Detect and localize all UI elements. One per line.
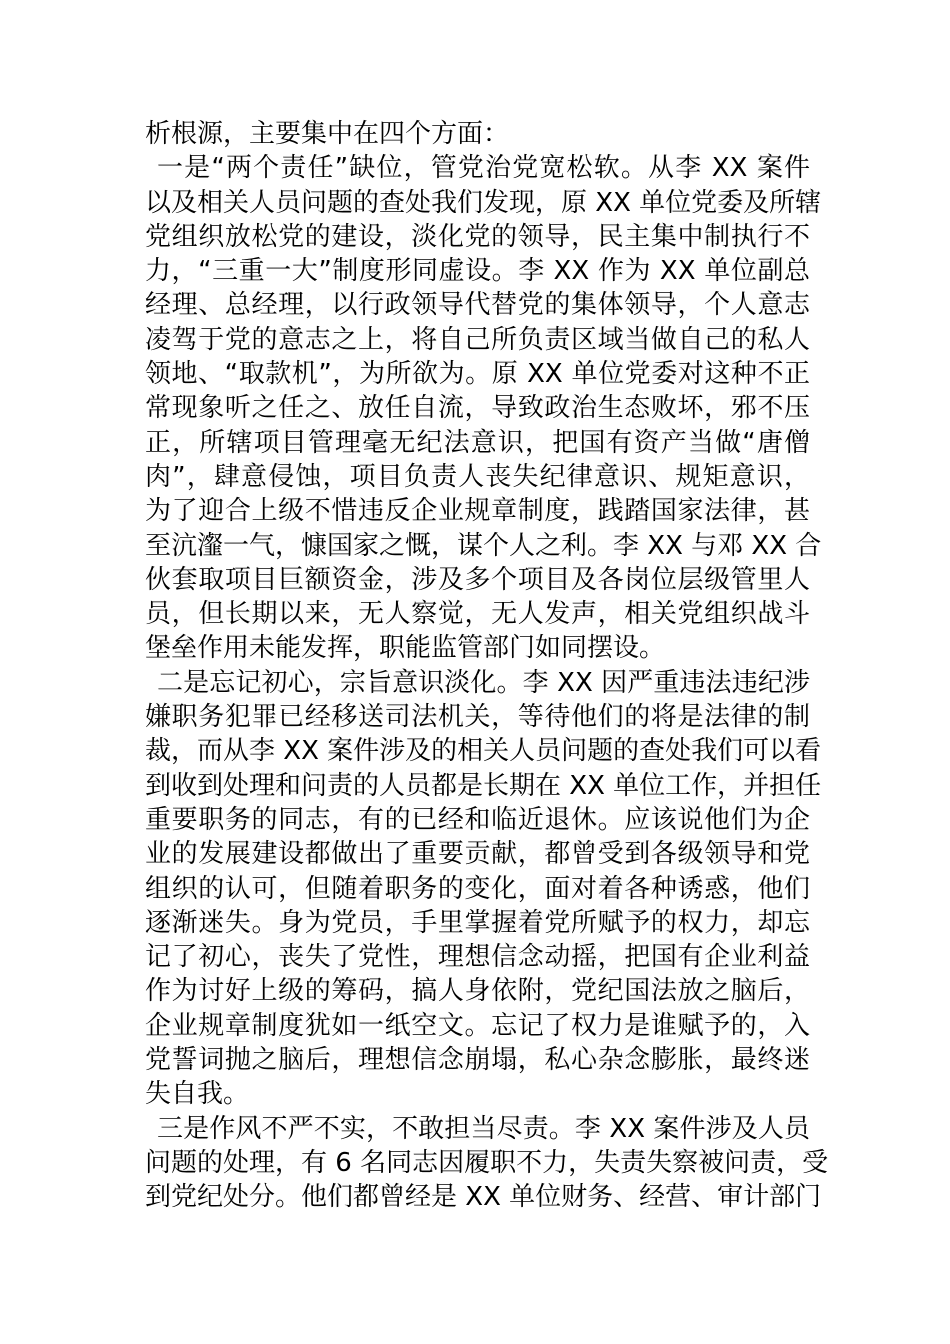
text-line: 裁，而从李 XX 案件涉及的相关人员问题的查处我们可以看 [145, 736, 822, 767]
text-line: 重要职务的同志，有的已经和临近退休。应该说他们为企 [145, 804, 810, 835]
paragraph-3-start: 三是作风不严不实，不敢担当尽责。李 XX 案件涉及人员 [157, 1113, 810, 1144]
text-line: 党组织放松党的建设，淡化党的领导，民主集中制执行不 [145, 221, 810, 252]
text-line: 凌驾于党的意志之上，将自己所负责区域当做自己的私人 [145, 324, 810, 355]
text-line: 作为讨好上级的筹码，搞人身依附，党纪国法放之脑后， [145, 976, 810, 1007]
text-line: 肉”，肆意侵蚀，项目负责人丧失纪律意识、规矩意识， [145, 461, 810, 492]
text-line: 企业规章制度犹如一纸空文。忘记了权力是谁赋予的，入 [145, 1010, 810, 1041]
text-line: 领地、“取款机”，为所欲为。原 XX 单位党委对这种不正 [145, 359, 810, 390]
text-line: 业的发展建设都做出了重要贡献，都曾受到各级领导和党 [145, 839, 810, 870]
text-line: 失自我。 [145, 1079, 250, 1110]
text-line: 到党纪处分。他们都曾经是 XX 单位财务、经营、审计部门 [145, 1182, 822, 1213]
text-line: 问题的处理，有 6 名同志因履职不力，失责失察被问责，受 [145, 1147, 829, 1178]
text-line: 伙套取项目巨额资金，涉及多个项目及各岗位层级管里人 [145, 564, 810, 595]
text-line: 逐渐迷失。身为党员，手里掌握着党所赋予的权力，却忘 [145, 907, 810, 938]
paragraph-1-start: 一是“两个责任”缺位，管党治党宽松软。从李 XX 案件 [157, 153, 810, 184]
text-line: 至沆瀣一气，慷国家之慨，谋个人之利。李 XX 与邓 XX 合 [145, 530, 822, 561]
text-line: 正，所辖项目管理毫无纪法意识，把国有资产当做“唐僧 [145, 427, 810, 458]
text-line: 经理、总经理，以行政领导代替党的集体领导，个人意志 [145, 290, 810, 321]
body-text [145, 117, 829, 1215]
text-line: 力，“三重一大”制度形同虚设。李 XX 作为 XX 单位副总 [145, 256, 810, 287]
text-line: 常现象听之任之、放任自流，导致政治生态败坏，邪不压 [145, 393, 810, 424]
text-line: 员，但长期以来，无人察觉，无人发声，相关党组织战斗 [145, 599, 810, 630]
text-line: 到收到处理和问责的人员都是长期在 XX 单位工作，并担任 [145, 770, 822, 801]
paragraph-2-start: 二是忘记初心，宗旨意识淡化。李 XX 因严重违法违纪涉 [157, 667, 810, 698]
text-line: 组织的认可，但随着职务的变化，面对着各种诱惑，他们 [145, 873, 810, 904]
text-line: 记了初心，丧失了党性，理想信念动摇，把国有企业利益 [145, 942, 810, 973]
text-line: 析根源，主要集中在四个方面： [145, 119, 510, 149]
text-line: 嫌职务犯罪已经移送司法机关，等待他们的将是法律的制 [145, 702, 810, 733]
text-line: 堡垒作用未能发挥，职能监管部门如同摆设。 [145, 633, 666, 664]
text-line: 为了迎合上级不惜违反企业规章制度，践踏国家法律，甚 [145, 496, 810, 527]
text-line: 以及相关人员问题的查处我们发现，原 XX 单位党委及所辖 [145, 187, 822, 218]
text-line: 党誓词抛之脑后，理想信念崩塌，私心杂念膨胀，最终迷 [145, 1045, 810, 1076]
